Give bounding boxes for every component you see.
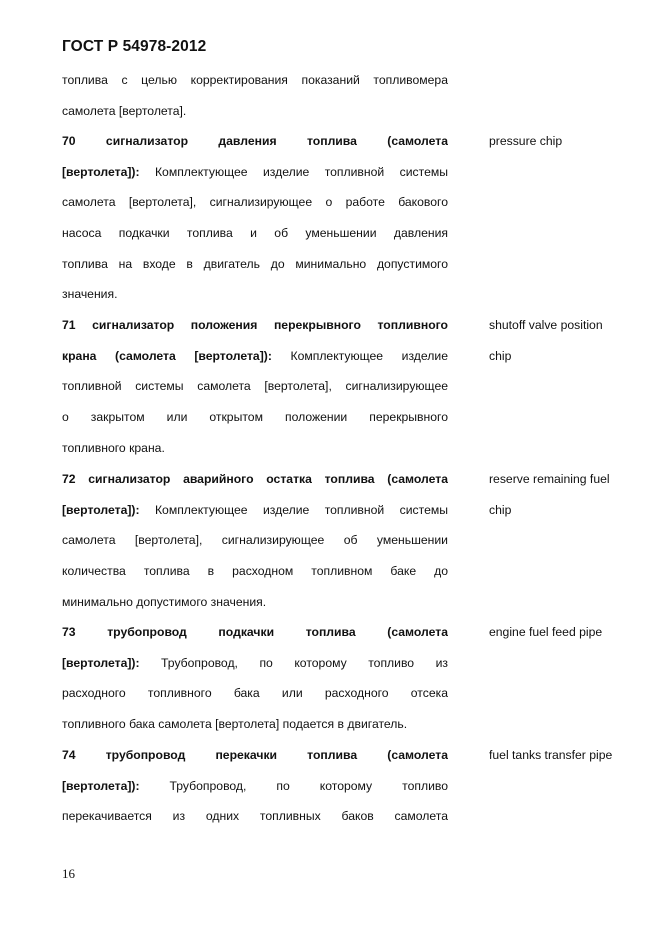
- term-line: [62, 464, 448, 495]
- term-line: перекачивается из одних топливных баков самолета: [62, 809, 448, 824]
- term-line: насоса подкачки топлива и об уменьшении давления: [62, 226, 448, 241]
- term-name: [вертолета]):: [62, 778, 140, 793]
- english-equivalent-71: [489, 310, 654, 371]
- term-entry-73: [62, 617, 448, 740]
- term-name: 71 сигнализатор положения перекрывного топливного: [62, 318, 448, 332]
- term-line: топливного бака самолета [вертолета] подается в двигатель.: [62, 717, 408, 732]
- term-name: крана (самолета [вертолета]):: [62, 348, 272, 363]
- term-line: топливного крана.: [62, 440, 165, 455]
- term-line: топливной системы самолета [вертолета], сигнализирующее: [62, 379, 448, 394]
- term-definition: Комплектующее изделие топливной системы: [139, 502, 448, 517]
- term-line: [62, 648, 448, 679]
- english-term: reserve remaining fuel: [489, 472, 610, 486]
- term-definition: Комплектующее изделие: [271, 348, 448, 363]
- english-equivalent-73: [489, 617, 654, 648]
- term-line: [62, 495, 448, 526]
- text-line: самолета [вертолета].: [62, 103, 187, 118]
- term-definition: Трубопровод, по которому топливо из: [139, 655, 448, 670]
- term-name: 72 сигнализатор аварийного остатка топлива (самолета: [62, 472, 448, 486]
- term-entry-74: [62, 740, 448, 832]
- term-entry-71: [62, 310, 448, 463]
- term-line: [62, 157, 448, 188]
- document-header: ГОСТ Р 54978-2012: [62, 38, 207, 55]
- term-line: [62, 310, 448, 341]
- term-name: 74 трубопровод перекачки топлива (самолета: [62, 748, 448, 762]
- term-line: самолета [вертолета], сигнализирующее об уменьшении: [62, 533, 448, 548]
- term-line: [62, 126, 448, 157]
- term-entry-72: [62, 464, 448, 617]
- continuation-text: [62, 65, 448, 126]
- term-line: минимально допустимого значения.: [62, 594, 267, 609]
- english-equivalent-72: [489, 464, 654, 525]
- term-line: [62, 740, 448, 771]
- term-name: [вертолета]):: [62, 164, 140, 179]
- english-equivalent-74: [489, 740, 654, 771]
- term-line: количества топлива в расходном топливном баке до: [62, 564, 448, 579]
- english-term: fuel tanks transfer pipe: [489, 748, 613, 762]
- english-term: pressure chip: [489, 134, 563, 148]
- term-name: [вертолета]):: [62, 502, 140, 517]
- page-number: 16: [62, 866, 75, 881]
- term-line: самолета [вертолета], сигнализирующее о работе бакового: [62, 195, 448, 210]
- english-term: chip: [489, 348, 512, 363]
- term-entry-70: [62, 126, 448, 310]
- term-definition: Комплектующее изделие топливной системы: [139, 164, 448, 179]
- term-line: расходного топливного бака или расходного отсека: [62, 686, 448, 701]
- english-term: engine fuel feed pipe: [489, 625, 603, 639]
- term-line: [62, 341, 448, 372]
- term-line: значения.: [62, 287, 118, 302]
- english-term: shutoff valve position: [489, 318, 603, 332]
- english-term: chip: [489, 502, 512, 517]
- text-line: топлива с целью корректирования показаний топливомера: [62, 73, 448, 87]
- term-name: 73 трубопровод подкачки топлива (самолета: [62, 625, 448, 639]
- term-line: о закрытом или открытом положении перекрывного: [62, 410, 448, 425]
- term-line: [62, 617, 448, 648]
- term-definition: Трубопровод, по которому топливо: [139, 778, 448, 793]
- term-name: 70 сигнализатор давления топлива (самолета: [62, 134, 448, 148]
- term-line: [62, 771, 448, 802]
- term-line: топлива на входе в двигатель до минимально допустимого: [62, 256, 448, 271]
- english-equivalent-70: [489, 126, 654, 157]
- term-name: [вертолета]):: [62, 655, 140, 670]
